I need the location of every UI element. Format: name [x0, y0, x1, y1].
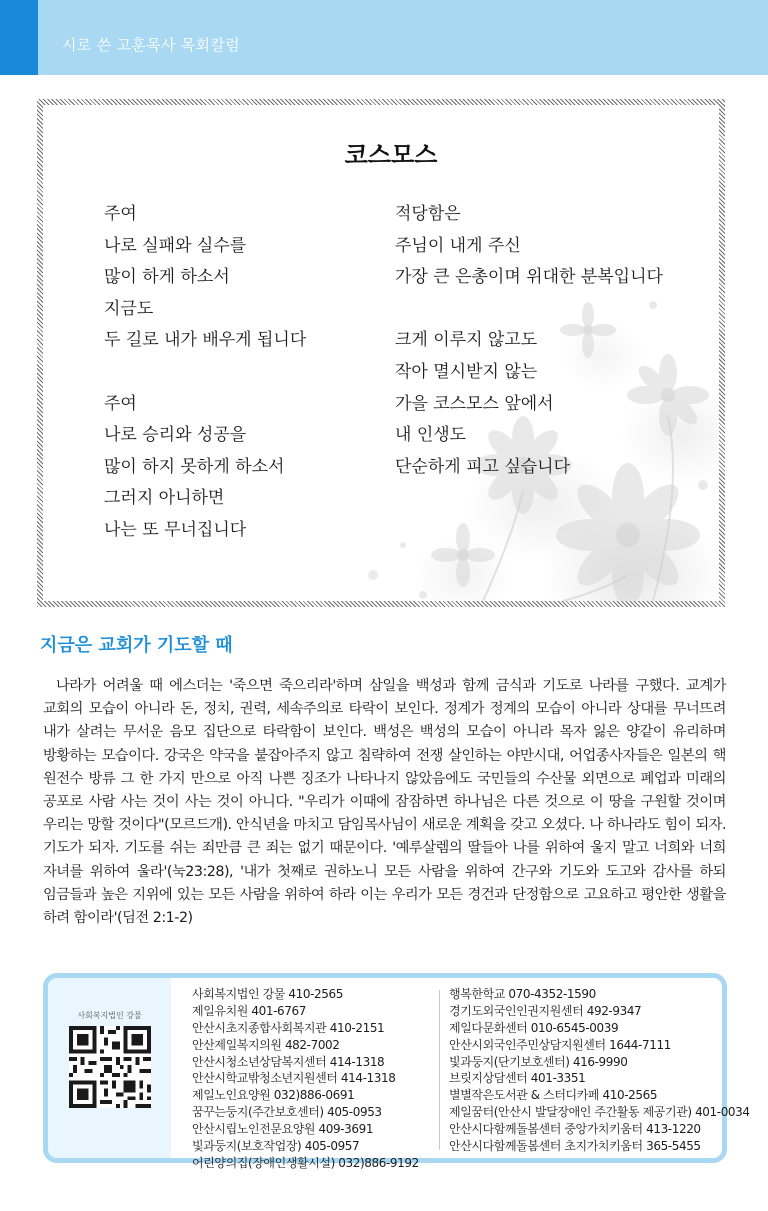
- contact-item: 안산제일복지의원 482-7002: [192, 1037, 340, 1052]
- contact-item: 어린양의집(장애인생활시설) 032)886-9192: [192, 1155, 419, 1170]
- qr-caption: 사회복지법인 강물: [77, 1011, 142, 1020]
- header-bar: [0, 0, 768, 75]
- poem-line: 많이 하게 하소서: [104, 267, 230, 288]
- poem-line: 나로 승리와 성공을: [104, 425, 247, 446]
- poem-line: 가을 코스모스 앞에서: [395, 393, 554, 414]
- column-title: 시로 쓴 고훈목사 목회칼럼: [62, 36, 240, 54]
- contact-item: 사회복지법인 강물 410-2565: [192, 987, 343, 1001]
- contact-item: 제일다문화센터 010-6545-0039: [449, 1020, 619, 1035]
- poem-stanza-break: [104, 357, 306, 389]
- poem-title: 코스모스: [344, 141, 438, 169]
- poem-line: 주여: [104, 393, 137, 414]
- poem-left-column: [104, 199, 306, 547]
- poem-line: 많이 하지 못하게 하소서: [104, 456, 285, 477]
- contact-item: 꿈꾸는둥지(주간보호센터) 405-0953: [192, 1105, 382, 1120]
- contact-item: 브릿지상담센터 401-3351: [449, 1071, 586, 1086]
- poem-line: 크게 이루지 않고도: [395, 330, 538, 351]
- poem-line: 지금도: [104, 298, 154, 319]
- qr-panel: [48, 978, 171, 1158]
- footer-contact-box: [43, 973, 750, 1170]
- contact-item: 안산시다함께돌봄센터 중앙가치키움터 413-1220: [449, 1122, 701, 1137]
- contact-item: 제일유치원 401-6767: [192, 1003, 306, 1018]
- contact-item: 안산시학교밖청소년지원센터 414-1318: [192, 1071, 396, 1086]
- header-accent: [0, 0, 38, 75]
- poem-line: 단순하게 피고 싶습니다: [395, 456, 571, 477]
- poem-right-column: [395, 199, 663, 483]
- poem-line: 작아 멸시받지 않는: [395, 361, 538, 382]
- poem-line: 그러지 아니하면: [104, 488, 225, 509]
- poem-line: 적당함은: [395, 204, 461, 224]
- poem-line: 나로 실패와 실수를: [104, 235, 247, 256]
- poem-line: 나는 또 무너집니다: [104, 519, 247, 540]
- article-heading: 지금은 교회가 기도할 때: [40, 635, 233, 656]
- contact-list-right: [449, 986, 750, 1155]
- poem-line: 내 인생도: [395, 425, 467, 446]
- article-body: 나라가 어려울 때 에스더는 '죽으면 죽으리라'하며 삼일을 백성과 함께 금식과 기도로 나라를 구했다. 교계가 교회의 모습이 아니라 돈, 정치, 권력, 세속주의로 타락이 보인다. 정계가 정계의 모습이 아니라 상대를 무너뜨려 내가 살려는 무서운 음모 집단으로 타락함이 보인다. 백성은 백성의 모습이 아니라 목자 잃은 양같이 유리하며 방황하는 모습이다. 강국은 약국을 붙잡아주지 않고 침략하여 전쟁 살인하는 야만시대, 어업종사자들은 일본의 핵 원전수 방류 그 한 가지 만으로 아직 나쁜 징조가 나타나지 않았음에도 국민들의 수산물 외면으로 폐업과 미래의 공포로 사람 사는 것이 사는 것이 아니다. "우리가 이때에 잠잠하면 하나님은 다른 것으로 이 땅을 구원할 것이며 우리는 망할 것이다"(모르드개). 안식년을 마치고 담임목사님이 새로운 계획을 갖고 오셨다. 나 하나라도 힘이 되자. 기도가 되자. 기도를 쉬는 죄만큼 큰 죄는 없기 때문이다. '예루살렘의 딸들아 나를 위하여 울지 말고 너희와 너희 자녀를 위하여 울라'(눅23:28), '내가 첫째로 권하노니 모든 사람을 위하여 간구와 기도와 도고와 감사를 하되 임금들과 높은 지위에 있는 모든 사람을 위하여 하라 이는 우리가 모든 경건과 단정함으로 고요하고 평안한 생활을 하려 함이라'(딤전 2:1-2): [43, 678, 726, 927]
- poem-line: 두 길로 내가 배우게 됩니다: [104, 330, 307, 351]
- contact-item: 행복한학교 070-4352-1590: [449, 987, 596, 1001]
- poem-frame: [37, 99, 725, 607]
- contact-item: 안산시다함께돌봄센터 초지가치키움터 365-5455: [449, 1139, 701, 1154]
- qr-code-icon[interactable]: [69, 1026, 151, 1108]
- poem-line: 가장 큰 은총이며 위대한 분복입니다: [395, 267, 663, 288]
- contact-item: 빛과둥지(보호작업장) 405-0957: [192, 1139, 360, 1154]
- contact-item: 제일노인요양원 032)886-0691: [192, 1088, 355, 1103]
- contact-list-left: [192, 986, 419, 1172]
- poem-line: 주여: [104, 204, 137, 224]
- contact-item: 경기도외국인인권지원센터 492-9347: [449, 1003, 642, 1018]
- contact-item: 안산시외국인주민상담지원센터 1644-7111: [449, 1037, 671, 1052]
- contact-item: 별별작은도서관 & 스터디카페 410-2565: [449, 1088, 658, 1103]
- poem-line: 주님이 내게 주신: [395, 235, 521, 256]
- contact-item: 안산시립노인전문요양원 409-3691: [192, 1122, 374, 1137]
- contact-divider: [439, 990, 440, 1150]
- contact-item: 안산시청소년상담복지센터 414-1318: [192, 1054, 385, 1069]
- poem-stanza-break: [395, 294, 663, 326]
- contact-item: 안산시초지종합사회복지관 410-2151: [192, 1020, 385, 1035]
- contact-item: 제일꿈터(안산시 발달장애인 주간활동 제공기관) 401-0034: [449, 1105, 750, 1120]
- contact-item: 빛과둥지(단기보호센터) 416-9990: [449, 1054, 628, 1069]
